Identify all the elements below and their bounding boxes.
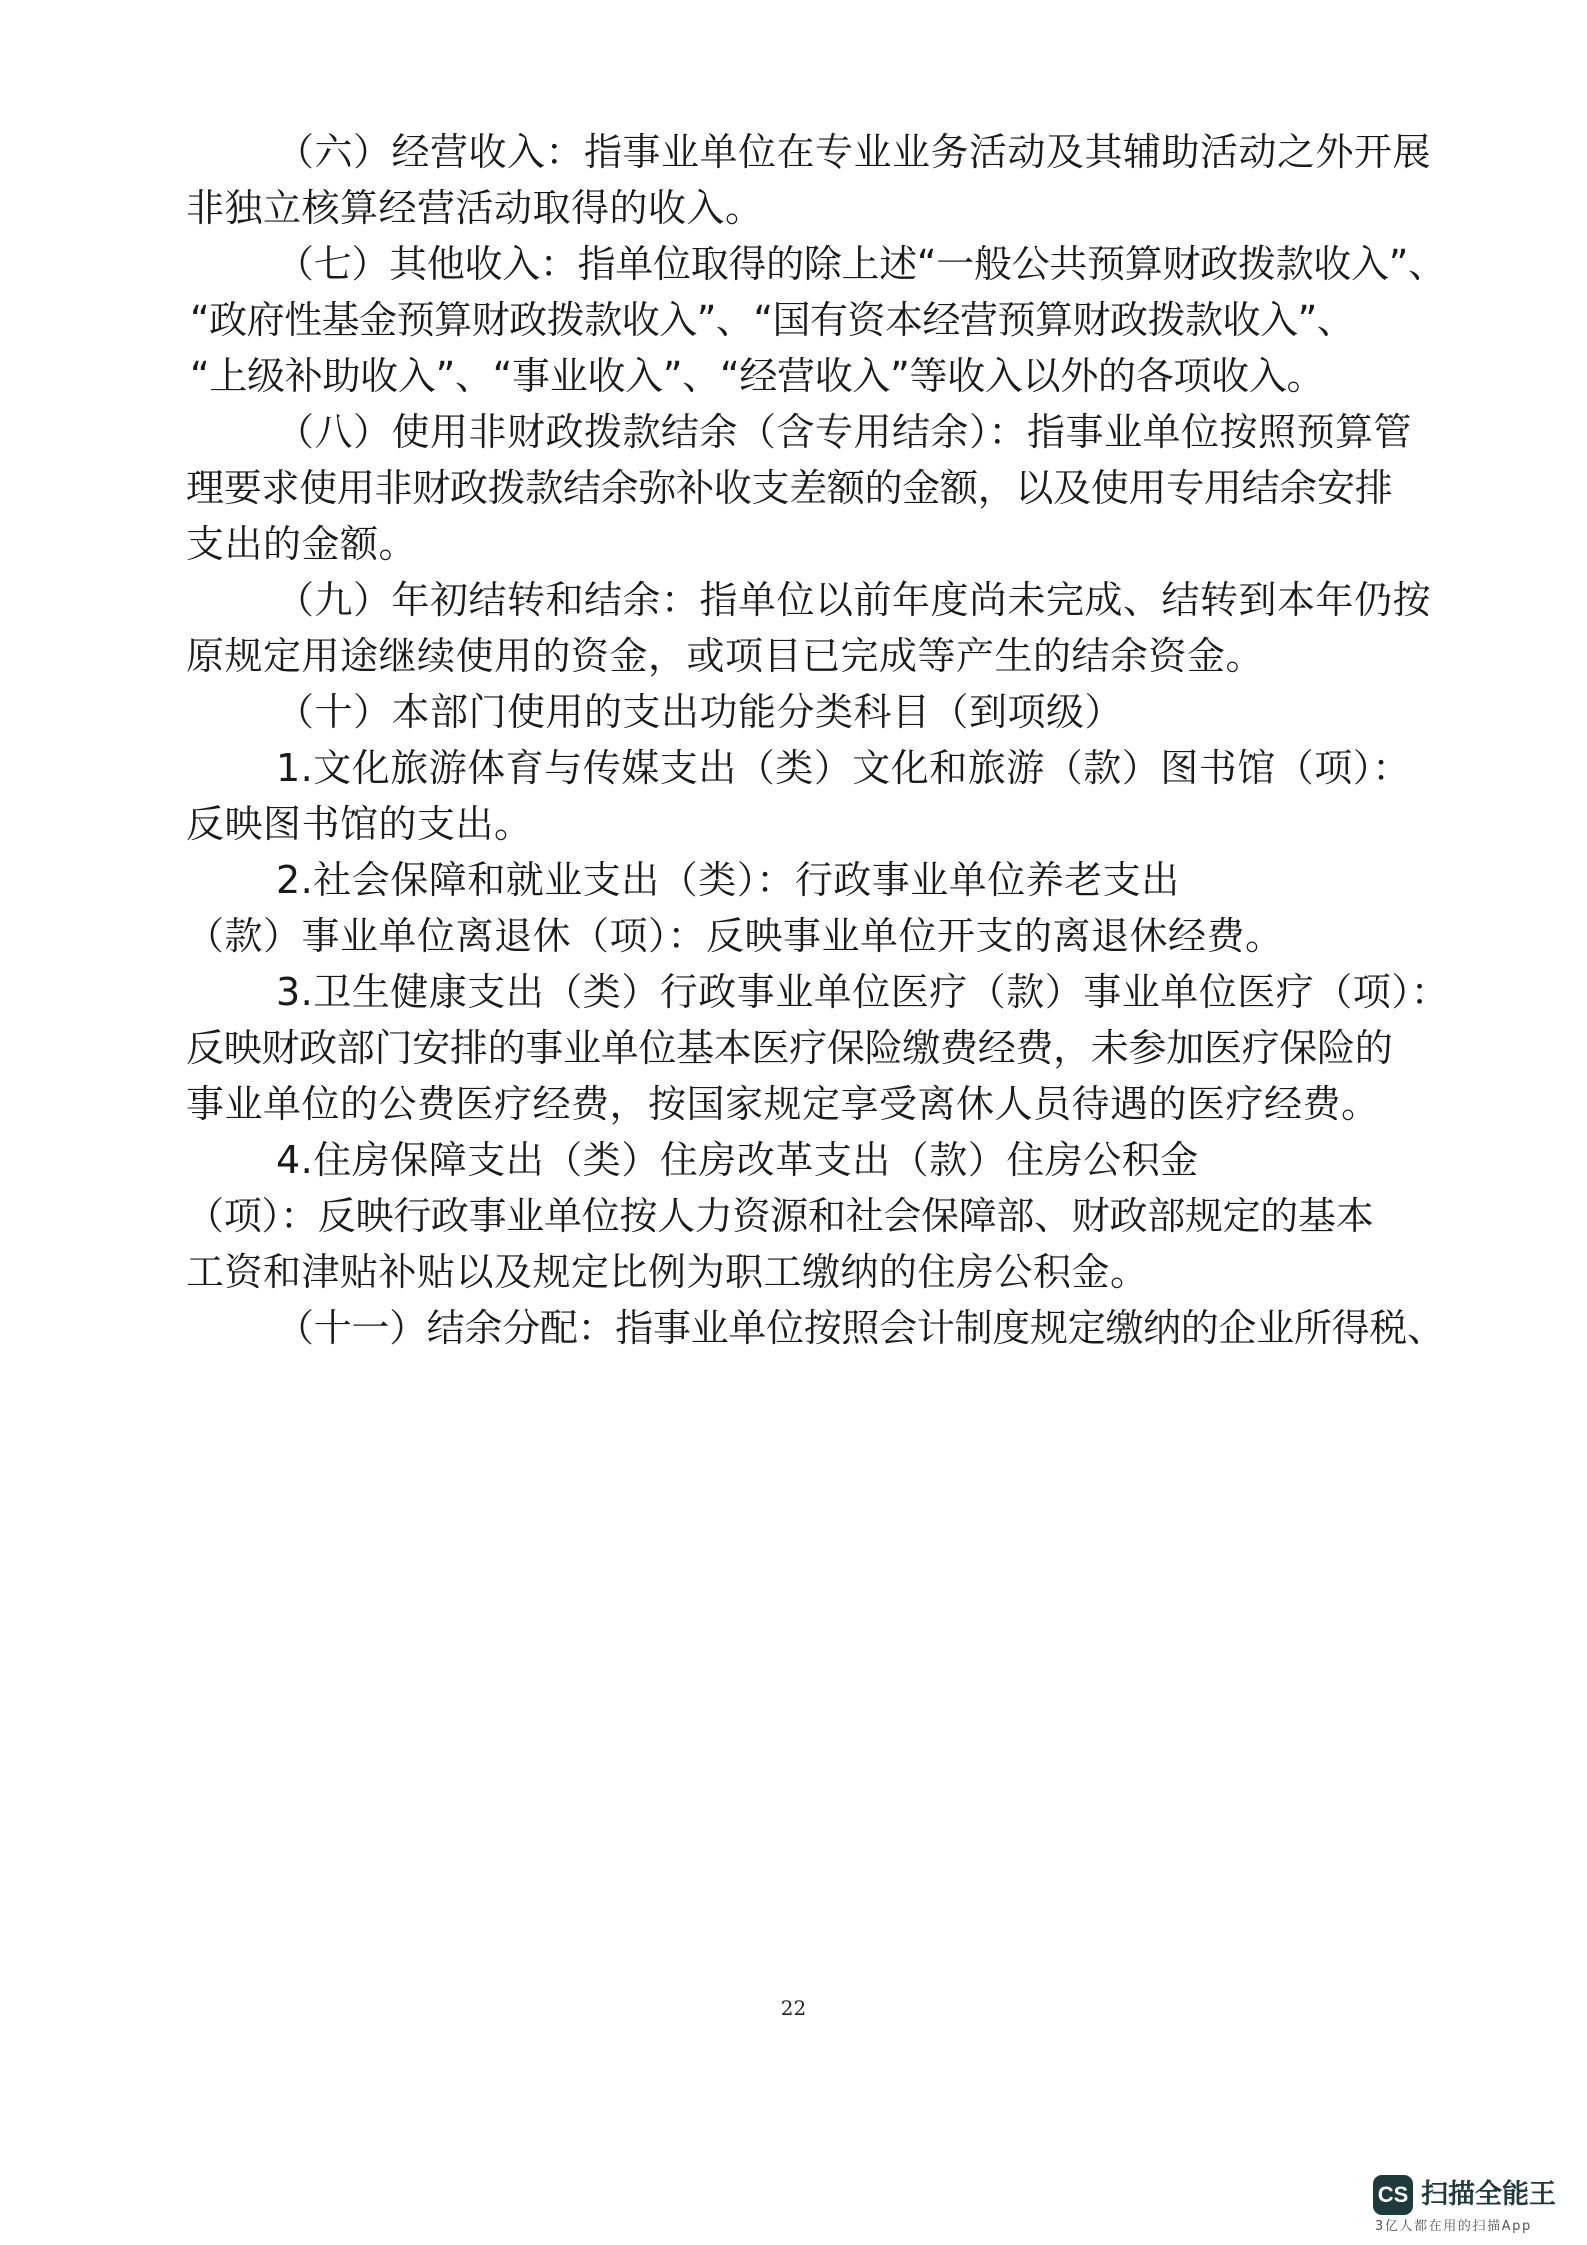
text-line: （款）事业单位离退休（项）：反映事业单位开支的离退休经费。 (186, 914, 1284, 958)
text-line: 1.文化旅游体育与传媒支出（类）文化和旅游（款）图书馆（项）： (276, 746, 1411, 790)
text-line: 理要求使用非财政拨款结余弥补收支差额的金额，以及使用专用结余安排 (186, 466, 1393, 510)
section-heading: （十）本部门使用的支出功能分类科目（到项级） (276, 690, 1124, 734)
watermark-app-name: 扫描全能王 (1421, 2179, 1556, 2210)
scanner-watermark (1373, 2175, 1573, 2237)
camscanner-logo-icon: CS (1373, 2175, 1413, 2215)
text-line: 原规定用途继续使用的资金，或项目已完成等产生的结余资金。 (186, 634, 1265, 678)
text-line: （九）年初结转和结余：指单位以前年度尚未完成、结转到本年仍按 (276, 578, 1432, 622)
text-line: （八）使用非财政拨款结余（含专用结余）：指事业单位按照预算管 (276, 410, 1413, 454)
text-line: （六）经营收入：指事业单位在专业业务活动及其辅助活动之外开展 (276, 130, 1432, 174)
watermark-tagline: 3亿人都在用的扫描App (1375, 2219, 1532, 2234)
text-line: 3.卫生健康支出（类）行政事业单位医疗（款）事业单位医疗（项）： (276, 970, 1450, 1014)
text-line: “上级补助收入”、“事业收入”、“经营收入”等收入以外的各项收入。 (190, 354, 1325, 398)
page-number: 22 (780, 1996, 807, 2020)
text-line: 支出的金额。 (186, 522, 418, 566)
text-line: 4.住房保障支出（类）住房改革支出（款）住房公积金 (276, 1138, 1199, 1182)
text-line: “政府性基金预算财政拨款收入”、“国有资本经营预算财政拨款收入”、 (190, 298, 1355, 342)
text-line: 事业单位的公费医疗经费，按国家规定享受离休人员待遇的医疗经费。 (186, 1082, 1380, 1126)
text-line: 反映财政部门安排的事业单位基本医疗保险缴费经费，未参加医疗保险的 (186, 1026, 1393, 1070)
text-line: （十一）结余分配：指事业单位按照会计制度规定缴纳的企业所得税、 (276, 1306, 1445, 1350)
text-line: 非独立核算经营活动取得的收入。 (186, 186, 764, 230)
text-line: （七）其他收入：指单位取得的除上述“一般公共预算财政拨款收入”、 (276, 242, 1446, 286)
text-line: 2.社会保障和就业支出（类）：行政事业单位养老支出 (276, 858, 1180, 902)
text-line: 工资和津贴补贴以及规定比例为职工缴纳的住房公积金。 (186, 1250, 1149, 1294)
text-line: （项）：反映行政事业单位按人力资源和社会保障部、财政部规定的基本 (186, 1194, 1374, 1238)
text-line: 反映图书馆的支出。 (186, 802, 533, 846)
